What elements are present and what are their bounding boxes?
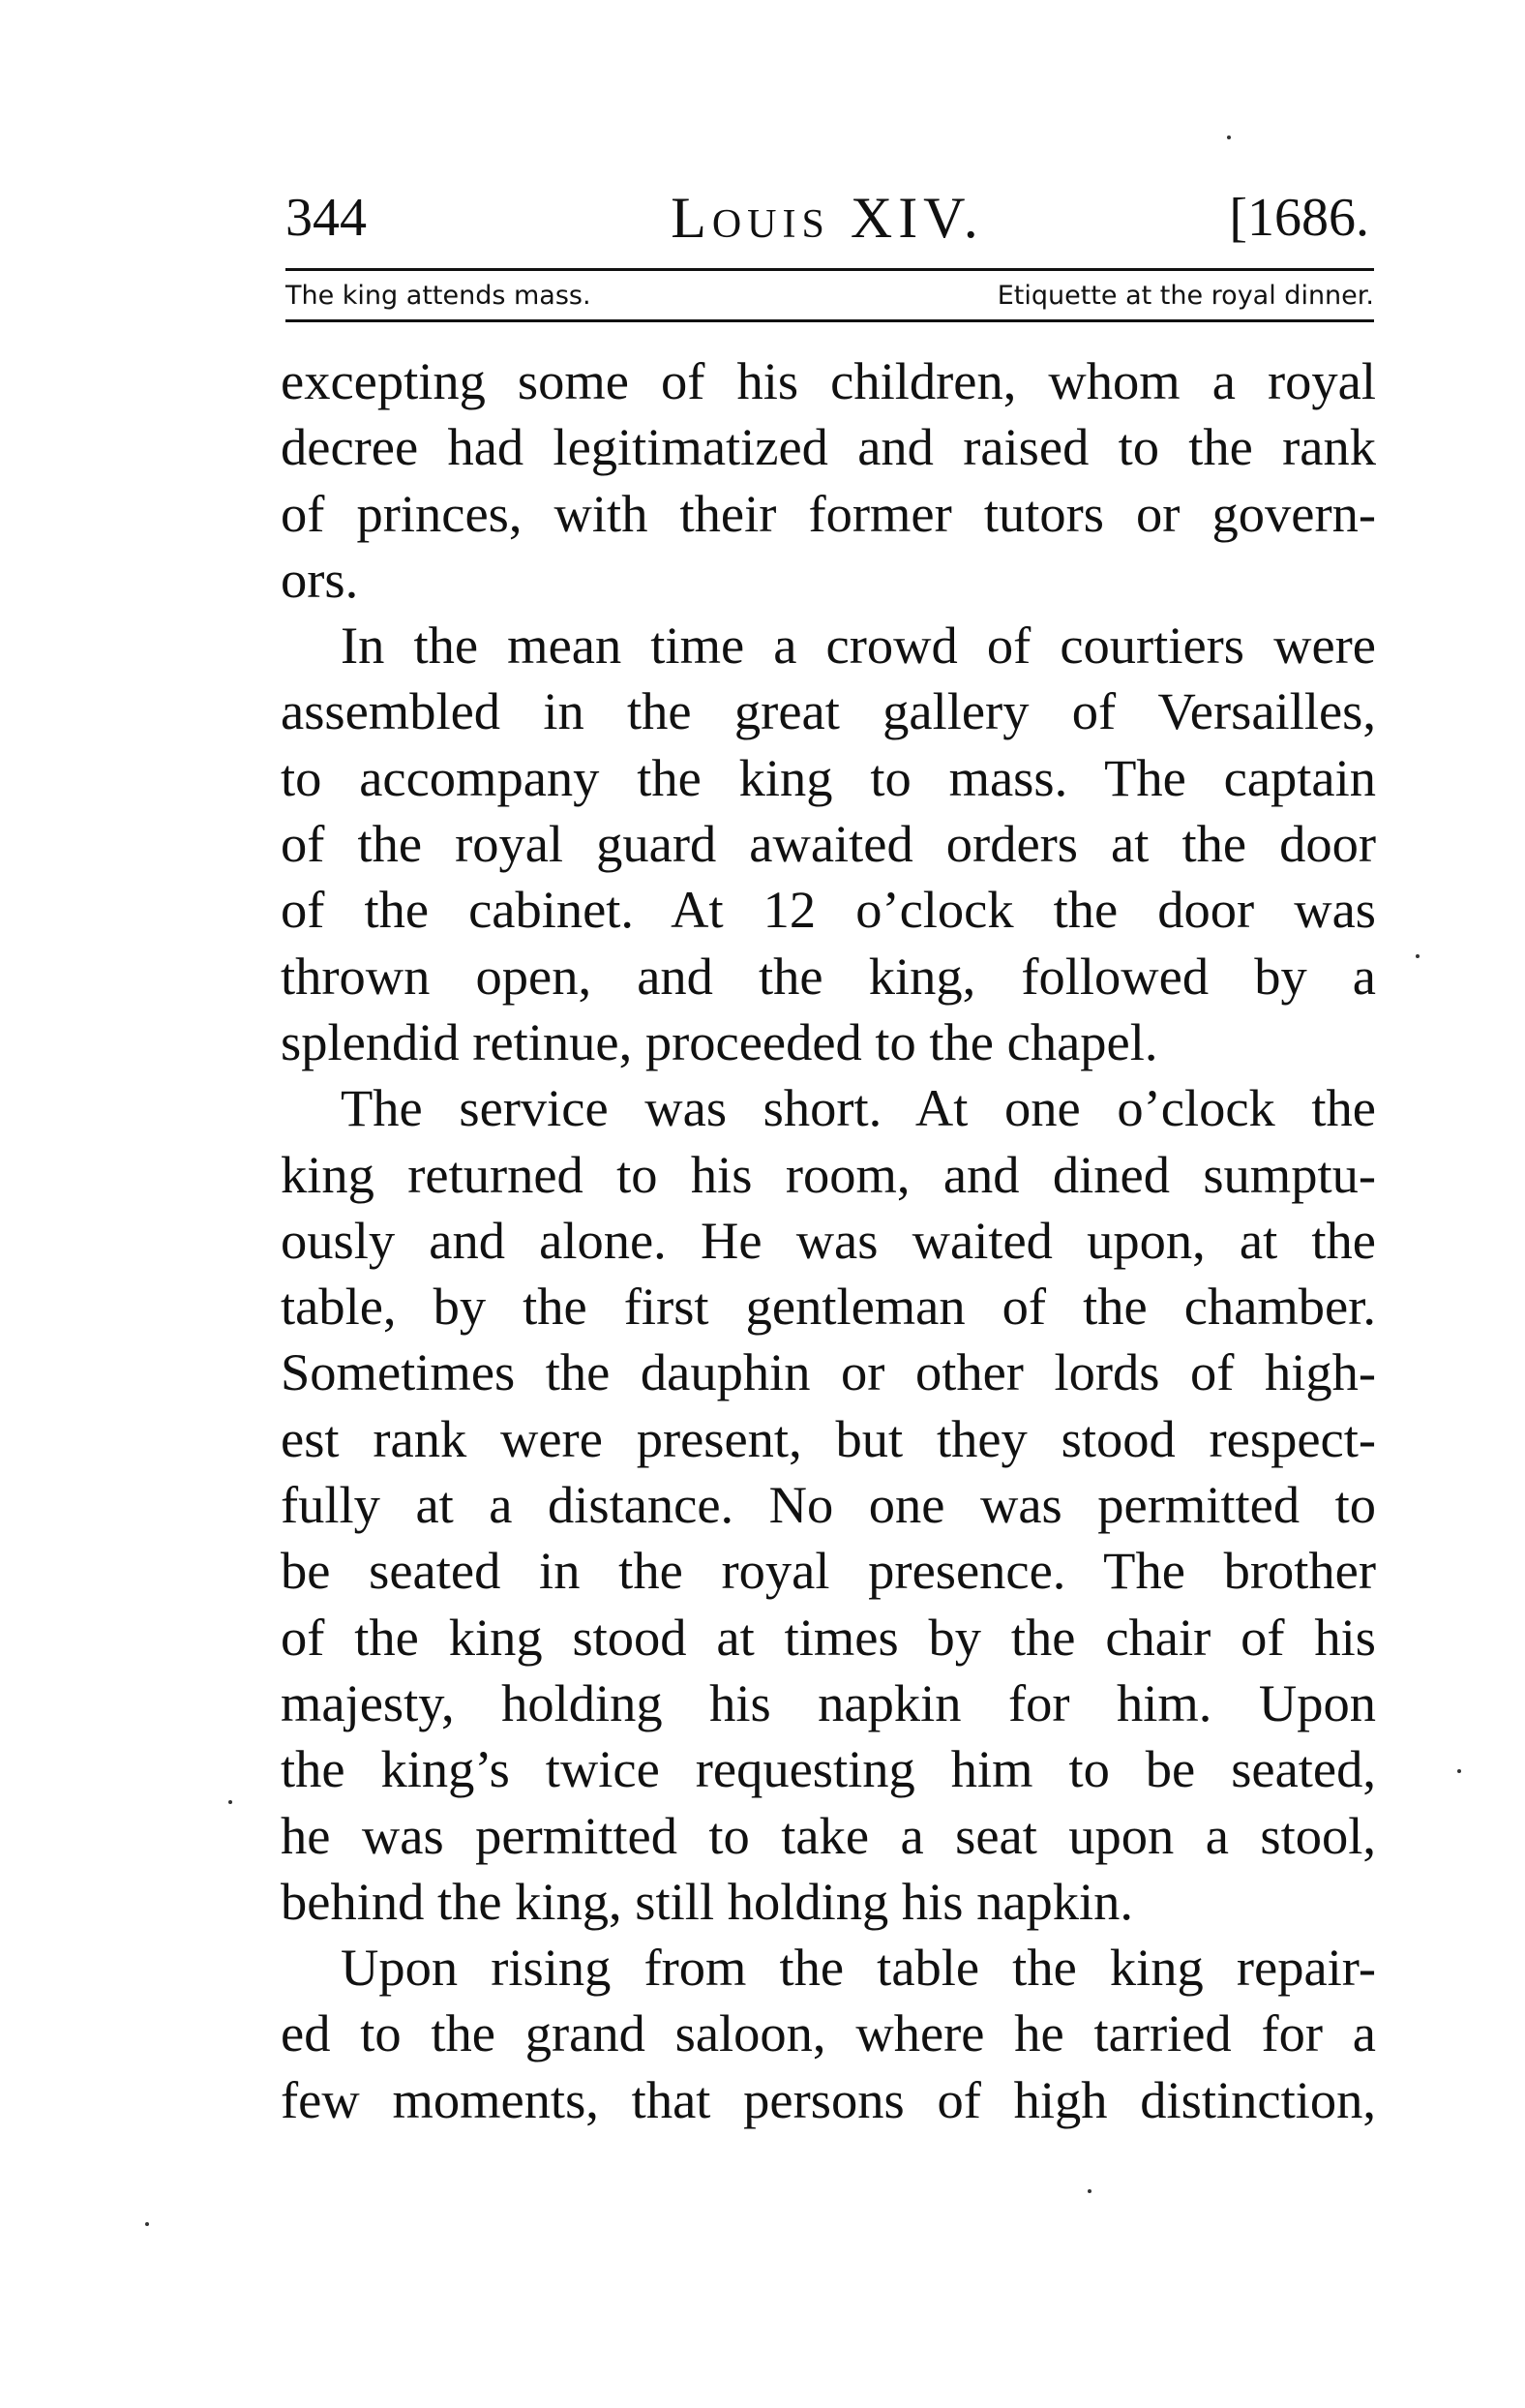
scan-speck bbox=[1227, 135, 1231, 139]
text-line: excepting some of his children, whom a royal bbox=[281, 351, 1376, 410]
text-line: of the king stood at times by the chair of his bbox=[281, 1607, 1376, 1667]
text-line: of the royal guard awaited orders at the door bbox=[281, 814, 1376, 874]
scan-speck bbox=[1088, 2189, 1091, 2193]
text-line: Sometimes the dauphin or other lords of high- bbox=[281, 1342, 1376, 1402]
text-line: In the mean time a crowd of courtiers were bbox=[341, 616, 1376, 676]
text-line: king returned to his room, and dined sumptu- bbox=[281, 1144, 1376, 1204]
text-line: majesty, holding his napkin for him. Upon bbox=[281, 1672, 1376, 1732]
text-line: behind the king, still holding his napkin. bbox=[281, 1871, 1134, 1931]
text-line: The service was short. At one o’clock the bbox=[341, 1078, 1376, 1138]
book-title: Louis XIV. bbox=[671, 186, 984, 250]
scan-speck bbox=[1457, 1769, 1461, 1773]
text-line: ed to the grand saloon, where he tarried for a bbox=[281, 2003, 1376, 2063]
marginal-subheads bbox=[285, 277, 1374, 316]
scan-speck bbox=[228, 1800, 232, 1804]
text-line: table, by the first gentleman of the chamber. bbox=[281, 1277, 1376, 1337]
text-line: assembled in the great gallery of Versailles, bbox=[281, 681, 1376, 741]
header-rule-bottom bbox=[285, 319, 1374, 322]
text-line: decree had legitimatized and raised to the rank bbox=[281, 417, 1376, 477]
text-line: splendid retinue, proceeded to the chapel. bbox=[281, 1011, 1158, 1071]
scan-speck bbox=[1416, 954, 1420, 958]
text-line: est rank were present, but they stood respect- bbox=[281, 1408, 1376, 1468]
text-line: the king’s twice requesting him to be seated, bbox=[281, 1739, 1376, 1799]
subhead-left: The king attends mass. bbox=[285, 281, 591, 311]
text-line: of princes, with their former tutors or govern- bbox=[281, 483, 1376, 543]
text-line: thrown open, and the king, followed by a bbox=[281, 946, 1376, 1006]
body-text bbox=[281, 348, 1376, 2133]
text-line: fully at a distance. No one was permitted to bbox=[281, 1475, 1376, 1535]
running-head-year: [1686. bbox=[1229, 188, 1369, 248]
text-line: of the cabinet. At 12 o’clock the door was bbox=[281, 880, 1376, 940]
text-line: Upon rising from the table the king repair- bbox=[341, 1938, 1376, 1998]
running-head bbox=[285, 179, 1369, 256]
page-number: 344 bbox=[285, 188, 367, 248]
header-rule-top bbox=[285, 268, 1374, 271]
scan-speck bbox=[145, 2222, 149, 2226]
text-line: to accompany the king to mass. The captain bbox=[281, 747, 1376, 807]
subhead-right: Etiquette at the royal dinner. bbox=[997, 281, 1374, 311]
text-line: ors. bbox=[281, 549, 359, 609]
text-line: few moments, that persons of high distinction, bbox=[281, 2069, 1376, 2129]
text-line: be seated in the royal presence. The brother bbox=[281, 1541, 1376, 1601]
text-line: ously and alone. He was waited upon, at the bbox=[281, 1210, 1376, 1270]
text-line: he was permitted to take a seat upon a stool, bbox=[281, 1805, 1376, 1865]
